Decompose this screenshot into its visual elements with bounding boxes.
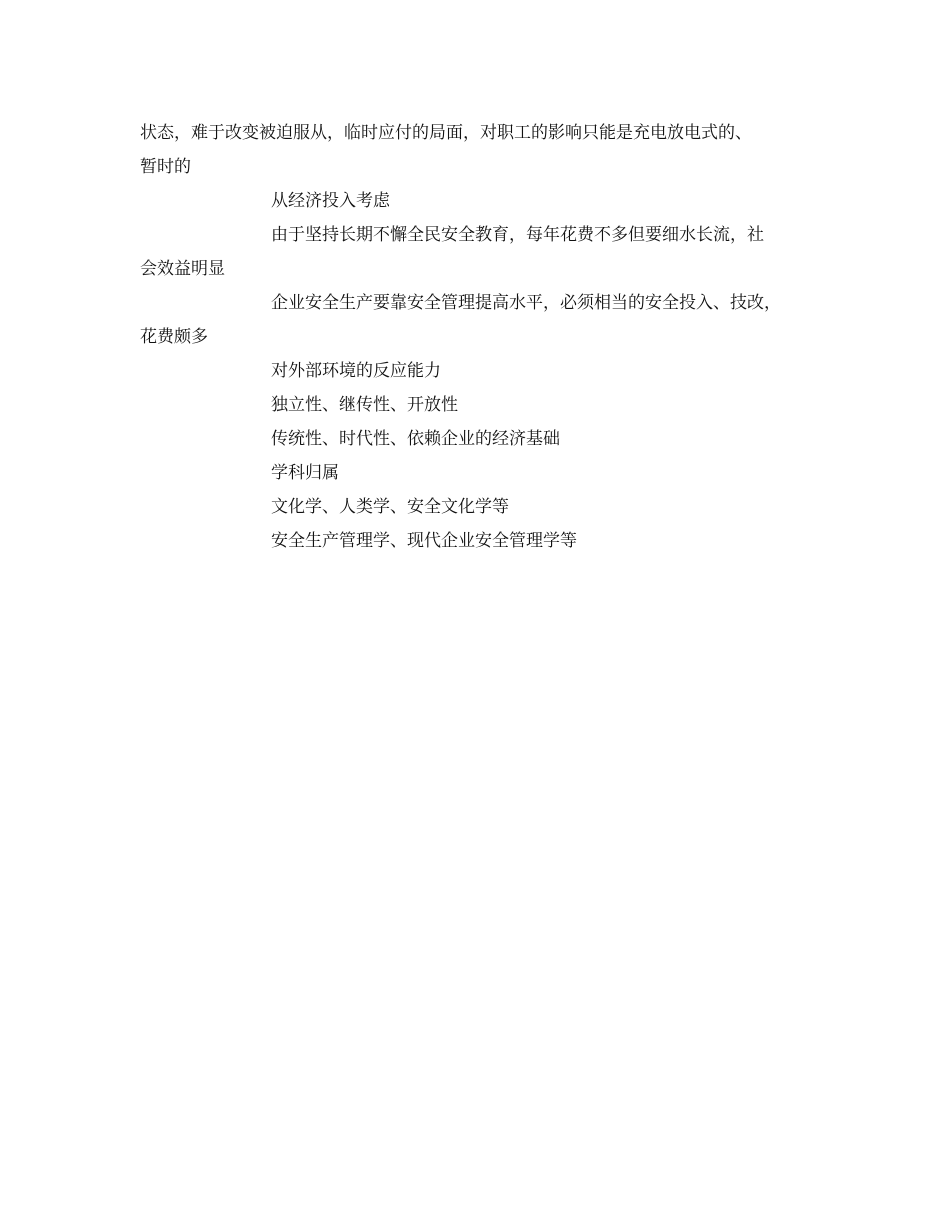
text-line: 对外部环境的反应能力 [271,361,441,381]
text-line: 由于坚持长期不懈全民安全教育，每年花费不多但要细水长流，社 [271,225,764,245]
text-line: 会效益明显 [140,259,225,279]
text-line: 从经济投入考虑 [271,191,390,211]
text-line: 安全生产管理学、现代企业安全管理学等 [271,531,577,551]
text-line: 状态，难于改变被迫服从，临时应付的局面，对职工的影响只能是充电放电式的、 [140,123,752,143]
text-line: 暂时的 [140,157,191,177]
document-body [140,116,830,558]
text-line: 文化学、人类学、安全文化学等 [271,497,509,517]
text-line: 独立性、继传性、开放性 [271,395,458,415]
text-line: 学科归属 [271,463,339,483]
text-line: 传统性、时代性、依赖企业的经济基础 [271,429,560,449]
text-line: 企业安全生产要靠安全管理提高水平，必须相当的安全投入、技改， [271,293,781,313]
text-line: 花费颇多 [140,327,208,347]
